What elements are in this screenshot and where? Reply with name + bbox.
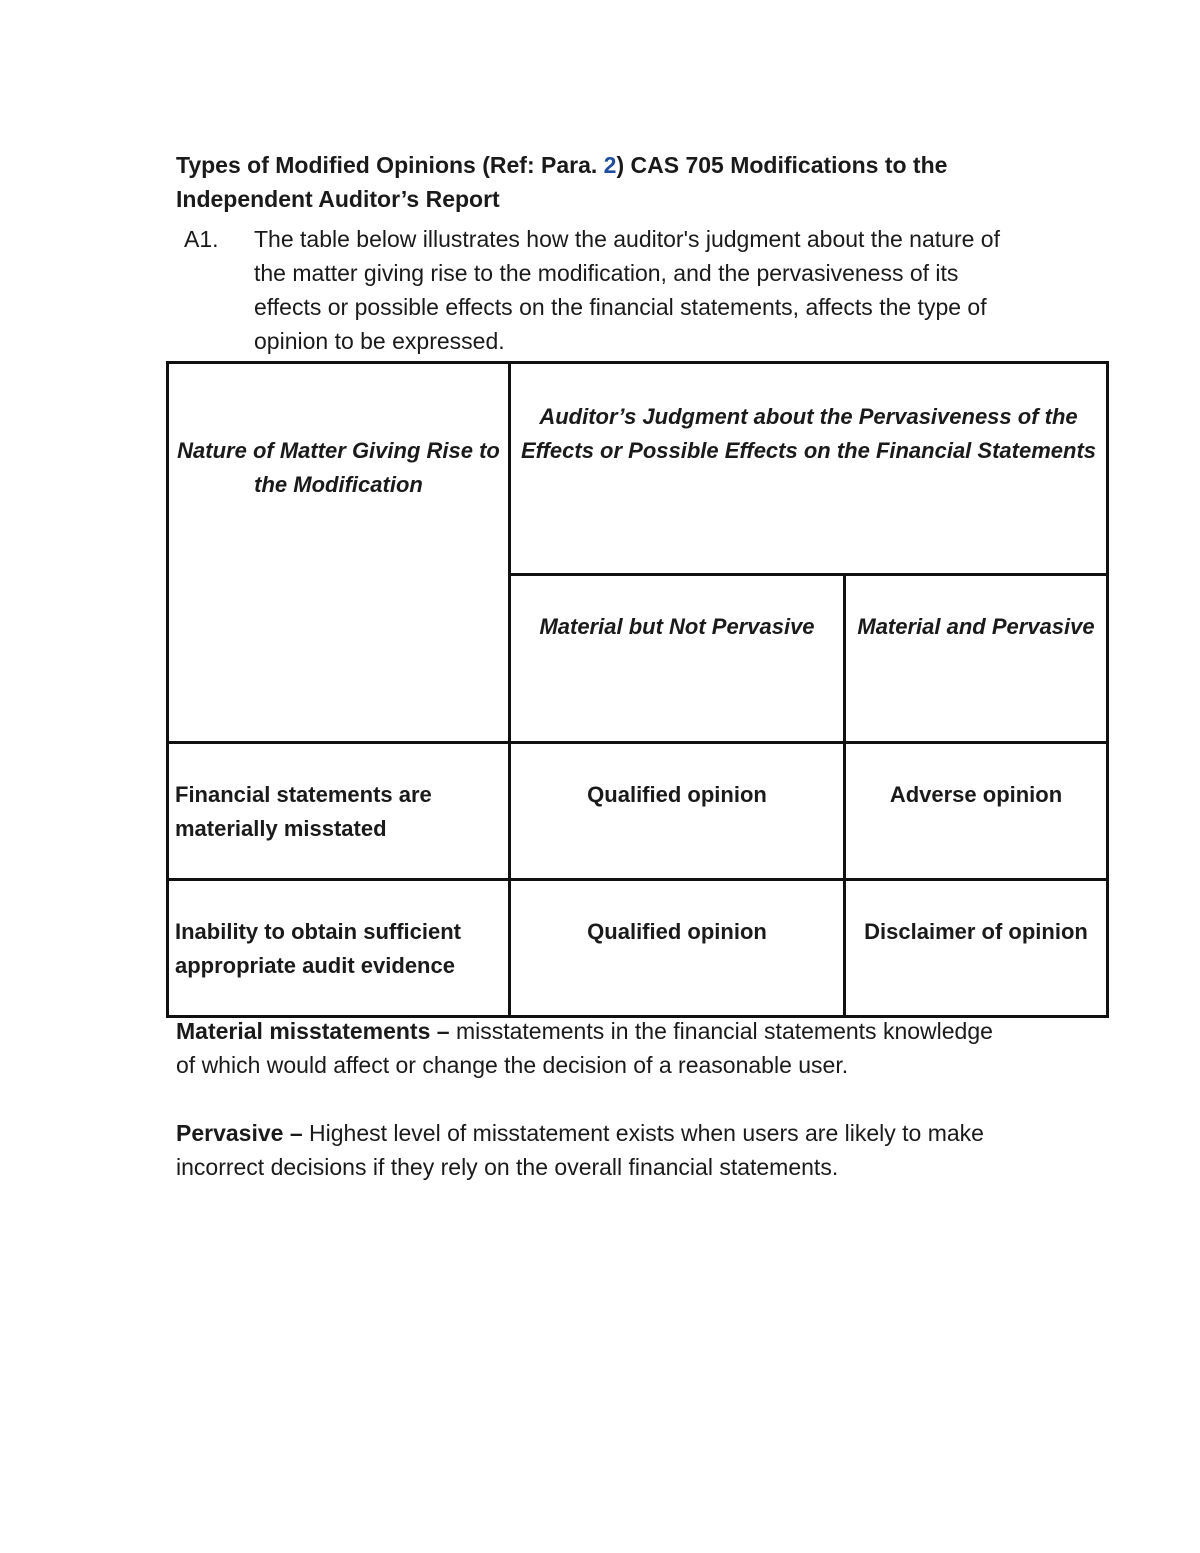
intro-paragraph bbox=[184, 222, 1004, 358]
definition-term: Pervasive – bbox=[176, 1120, 303, 1146]
definition-pervasive bbox=[176, 1116, 1016, 1184]
paragraph-number: A1. bbox=[184, 226, 219, 252]
judgment-header-cell: Auditor’s Judgment about the Pervasiveness of the Effects or Possible Effects on the Financial Statements bbox=[510, 363, 1108, 575]
table-row bbox=[168, 743, 1108, 880]
cell-pervasive: Adverse opinion bbox=[845, 743, 1108, 880]
modified-opinions-table bbox=[166, 361, 1109, 1018]
definition-material-misstatements bbox=[176, 1014, 1016, 1082]
definition-term: Material misstatements – bbox=[176, 1018, 450, 1044]
heading-suffix: ) CAS 705 Modifications to the Independent Auditor’s Report bbox=[176, 152, 948, 212]
row-label: Financial statements are materially misstated bbox=[168, 743, 510, 880]
nature-header-cell: Nature of Matter Giving Rise to the Modification bbox=[168, 363, 510, 743]
cell-pervasive: Disclaimer of opinion bbox=[845, 880, 1108, 1017]
paragraph-text: The table below illustrates how the auditor's judgment about the nature of the matter giving rise to the modification, and the pervasiveness of its effects or possible effects on the financial statements, affects the type of opinion to be expressed. bbox=[254, 226, 1000, 354]
definition-text: Highest level of misstatement exists when users are likely to make incorrect decisions if they rely on the overall financial statements. bbox=[176, 1120, 984, 1180]
subheader-pervasive: Material and Pervasive bbox=[845, 575, 1108, 743]
definitions-section bbox=[176, 1014, 1016, 1218]
heading-prefix: Types of Modified Opinions (Ref: Para. bbox=[176, 152, 604, 178]
definition-text: misstatements in the financial statements knowledge of which would affect or change the decision of a reasonable user. bbox=[176, 1018, 993, 1078]
table-row bbox=[168, 880, 1108, 1017]
table-header-row bbox=[168, 363, 1108, 575]
cell-not-pervasive: Qualified opinion bbox=[510, 880, 845, 1017]
cell-not-pervasive: Qualified opinion bbox=[510, 743, 845, 880]
subheader-not-pervasive: Material but Not Pervasive bbox=[510, 575, 845, 743]
para-reference-link[interactable]: 2 bbox=[603, 152, 617, 178]
section-heading bbox=[176, 148, 1036, 216]
row-label: Inability to obtain sufficient appropriate audit evidence bbox=[168, 880, 510, 1017]
